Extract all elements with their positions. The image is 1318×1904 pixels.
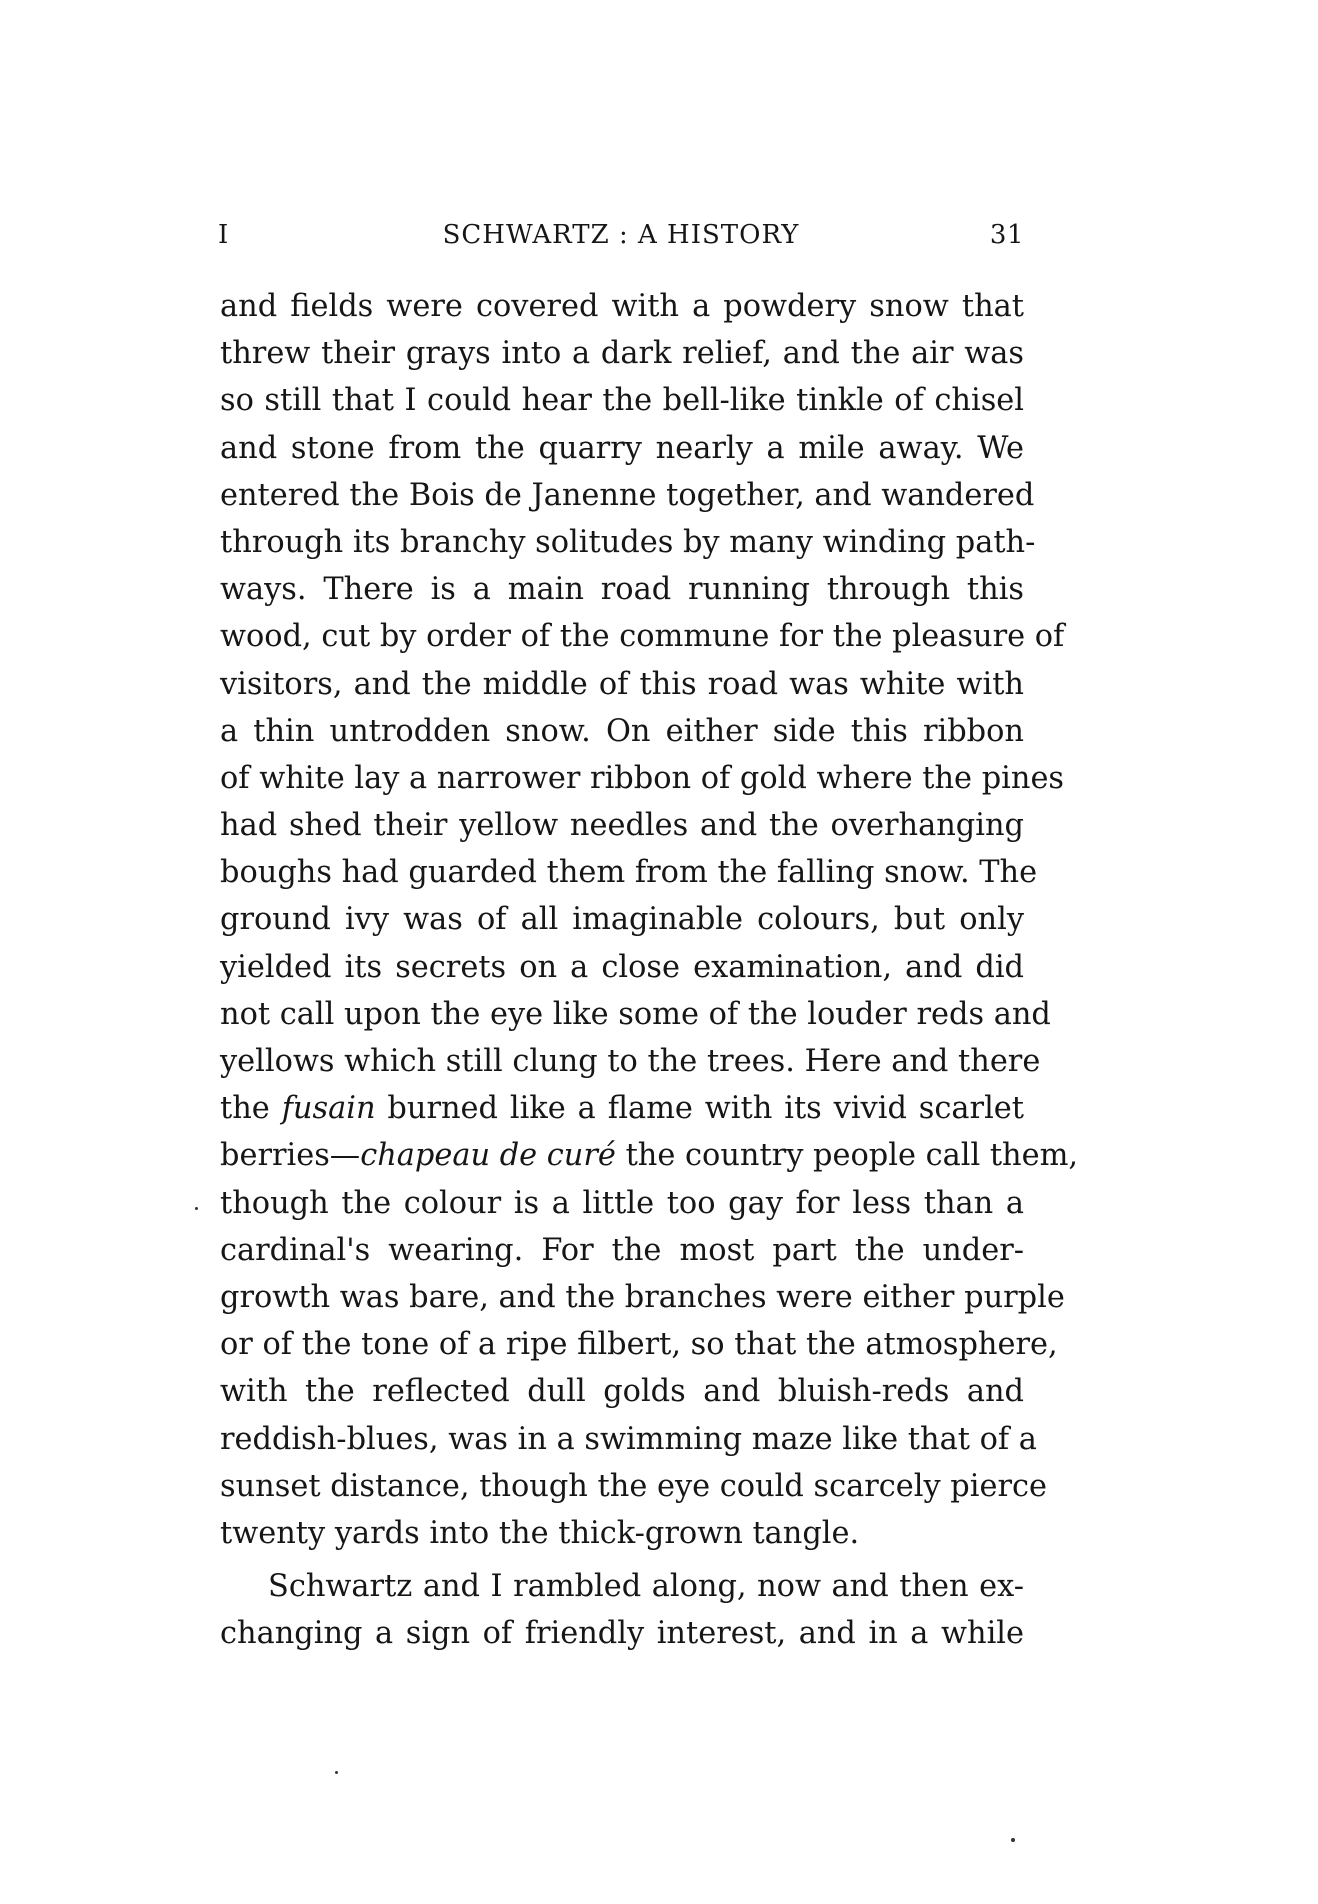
chapeau-after: the country people call them, bbox=[615, 1138, 1079, 1174]
text-line: ways. There is a main road running through this bbox=[220, 572, 1024, 608]
text-line: visitors, and the middle of this road was white with bbox=[220, 666, 1024, 702]
fusain-after: burned like a flame with its vivid scarlet bbox=[375, 1091, 1024, 1127]
print-speck bbox=[335, 1771, 338, 1774]
text-line: boughs had guarded them from the falling snow. The bbox=[220, 855, 1038, 891]
text-line: entered the Bois de Janenne together, and wandered bbox=[220, 477, 1035, 513]
text-line-fusain bbox=[220, 1085, 1024, 1132]
print-speck bbox=[195, 1207, 198, 1210]
text-line: yellows which still clung to the trees. Here and there bbox=[220, 1044, 1041, 1079]
fusain-before: the bbox=[220, 1091, 282, 1127]
text-line: sunset distance, though the eye could scarcely pierce bbox=[220, 1468, 1048, 1504]
text-line: changing a sign of friendly interest, and in a while bbox=[220, 1616, 1024, 1652]
text-line: through its branchy solitudes by many winding path- bbox=[220, 524, 1036, 560]
text-line: cardinal's wearing. For the most part the under- bbox=[220, 1232, 1024, 1268]
chapeau-before: berries— bbox=[220, 1138, 361, 1174]
text-line: reddish-blues, was in a swimming maze like that of a bbox=[220, 1421, 1037, 1457]
text-line: growth was bare, and the branches were either purple bbox=[220, 1279, 1065, 1315]
text-line: a thin untrodden snow. On either side this ribbon bbox=[220, 713, 1024, 749]
text-line: so still that I could hear the bell-like tinkle of chisel bbox=[220, 383, 1024, 419]
text-line: or of the tone of a ripe filbert, so that the atmosphere, bbox=[220, 1327, 1058, 1363]
text-line: with the reflected dull golds and bluish-reds and bbox=[220, 1374, 1024, 1410]
print-speck bbox=[1011, 1838, 1015, 1842]
text-line: yielded its secrets on a close examination, and did bbox=[220, 949, 1024, 985]
text-line: ground ivy was of all imaginable colours, but only bbox=[220, 902, 1024, 938]
fusain-italic: fusain bbox=[281, 1091, 376, 1127]
text-line: and stone from the quarry nearly a mile away. We bbox=[220, 430, 1024, 466]
text-line: of white lay a narrower ribbon of gold where the pines bbox=[220, 760, 1065, 796]
text-line: and fields were covered with a powdery snow that bbox=[220, 289, 1024, 324]
text-line: though the colour is a little too gay for less than a bbox=[220, 1185, 1024, 1221]
paragraph-first-line: Schwartz and I rambled along, now and then ex- bbox=[268, 1569, 1024, 1605]
text-line: had shed their yellow needles and the overhanging bbox=[220, 808, 1024, 844]
body-text bbox=[220, 283, 1079, 1657]
running-head bbox=[218, 220, 1024, 260]
page-number: 31 bbox=[989, 220, 1024, 250]
chapeau-italic: chapeau de curé bbox=[360, 1138, 616, 1174]
running-title: SCHWARTZ : A HISTORY bbox=[442, 220, 800, 250]
text-line: wood, cut by order of the commune for the pleasure of bbox=[220, 619, 1065, 655]
text-line: threw their grays into a dark relief, and the air was bbox=[220, 336, 1024, 372]
text-line: not call upon the eye like some of the louder reds and bbox=[220, 996, 1051, 1032]
text-line-chapeau bbox=[220, 1132, 1079, 1179]
signature-mark: I bbox=[218, 220, 229, 250]
paragraph-last-line: twenty yards into the thick-grown tangle. bbox=[220, 1515, 860, 1551]
